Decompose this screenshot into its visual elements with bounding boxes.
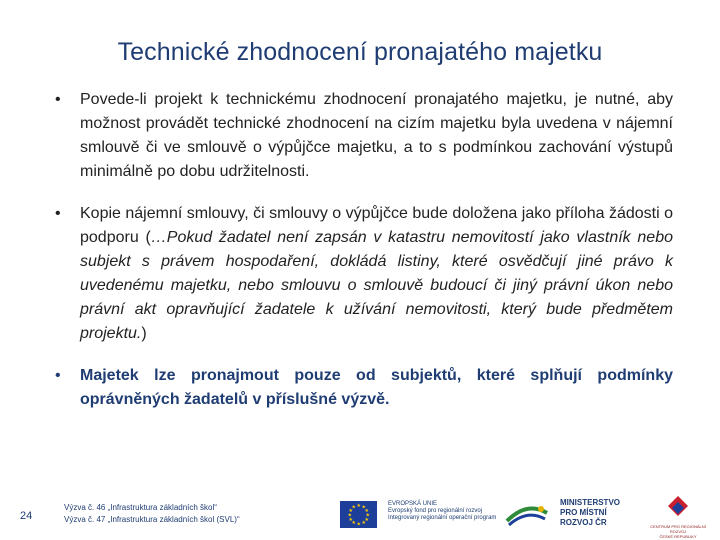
svg-text:★: ★ (348, 508, 353, 514)
bullet-marker: • (55, 91, 61, 108)
svg-text:★: ★ (365, 512, 370, 519)
slide-title: Technické zhodnocení pronajatého majetku (117, 38, 603, 66)
svg-text:★: ★ (356, 521, 361, 528)
svg-text:★: ★ (347, 512, 352, 519)
eu-flag-icon (340, 501, 377, 528)
eu-logo-line: Evropský fond pro regionální rozvoj (388, 508, 483, 514)
eu-logo-line: Integrovaný regionální operační program (388, 515, 497, 521)
call-reference: Výzva č. 46 „Infrastruktura základních škol“ (64, 503, 217, 512)
svg-text:★: ★ (348, 517, 353, 523)
crr-logo-line: CENTRUM PRO REGIONÁLNÍ ROZVOJ (650, 524, 706, 534)
svg-text:★: ★ (364, 517, 369, 523)
svg-text:★: ★ (361, 520, 366, 526)
bullet-marker: • (55, 205, 61, 222)
irop-logo-icon (503, 499, 551, 533)
bullet-item (55, 202, 673, 346)
bullet-item (55, 88, 673, 184)
eu-logo-line: EVROPSKÁ UNIE (388, 501, 438, 507)
page-number: 24 (20, 510, 33, 522)
bullet-text-part: ) (141, 325, 147, 342)
ministry-logo-line: ROZVOJ ČR (560, 518, 607, 527)
svg-text:★: ★ (351, 520, 356, 526)
bullet-text-italic: …Pokud žadatel není zapsán v katastru nemovitostí jako vlastník nebo subjekt s právem hospodaření, dokládá listiny, které osvědčují jiné právo k uvedenému majetku, nebo smlouvu o smlouvě budoucí či jiný právní úkon nebo právní akt opravňující žadatele k užívání nemovitosti, který bude předmětem projektu. (80, 229, 673, 342)
crr-logo-text (642, 524, 714, 539)
svg-text:★: ★ (356, 503, 361, 509)
bullet-text-part: Kopie nájemní smlouvy, či smlouvy o výpůjčce bude doložena jako příloha žádosti o podporu ( (80, 205, 673, 246)
svg-text:★: ★ (364, 508, 369, 514)
bullet-marker: • (55, 367, 61, 384)
ministry-logo-line: PRO MÍSTNÍ (560, 508, 607, 517)
bullet-text: Majetek lze pronajmout pouze od subjektů, které splňují podmínky oprávněných žadatelů v příslušné výzvě. (80, 367, 673, 408)
footer (0, 490, 720, 540)
eu-logo-text (388, 501, 496, 522)
svg-text:★: ★ (361, 504, 366, 511)
call-reference: Výzva č. 47 „Infrastruktura základních škol (SVL)“ (64, 515, 240, 524)
bullet-text (80, 202, 673, 346)
svg-text:★: ★ (351, 504, 356, 511)
ministry-logo-line: MINISTERSTVO (560, 498, 621, 507)
bullet-item (55, 364, 673, 412)
call-references (64, 502, 240, 526)
bullet-list (55, 88, 673, 430)
ministry-logo (560, 498, 620, 528)
crr-logo-line: ČESKÉ REPUBLIKY (659, 534, 697, 539)
bullet-text: Povede-li projekt k technickému zhodnocení pronajatého majetku, je nutné, aby možnost provádět technické zhodnocení na cizím majetku byla uvedena v nájemní smlouvě či ve smlouvě o výpůjčce majetku, a to s podmínkou zachování výstupů minimálně po dobu udržitelnosti. (80, 91, 673, 180)
